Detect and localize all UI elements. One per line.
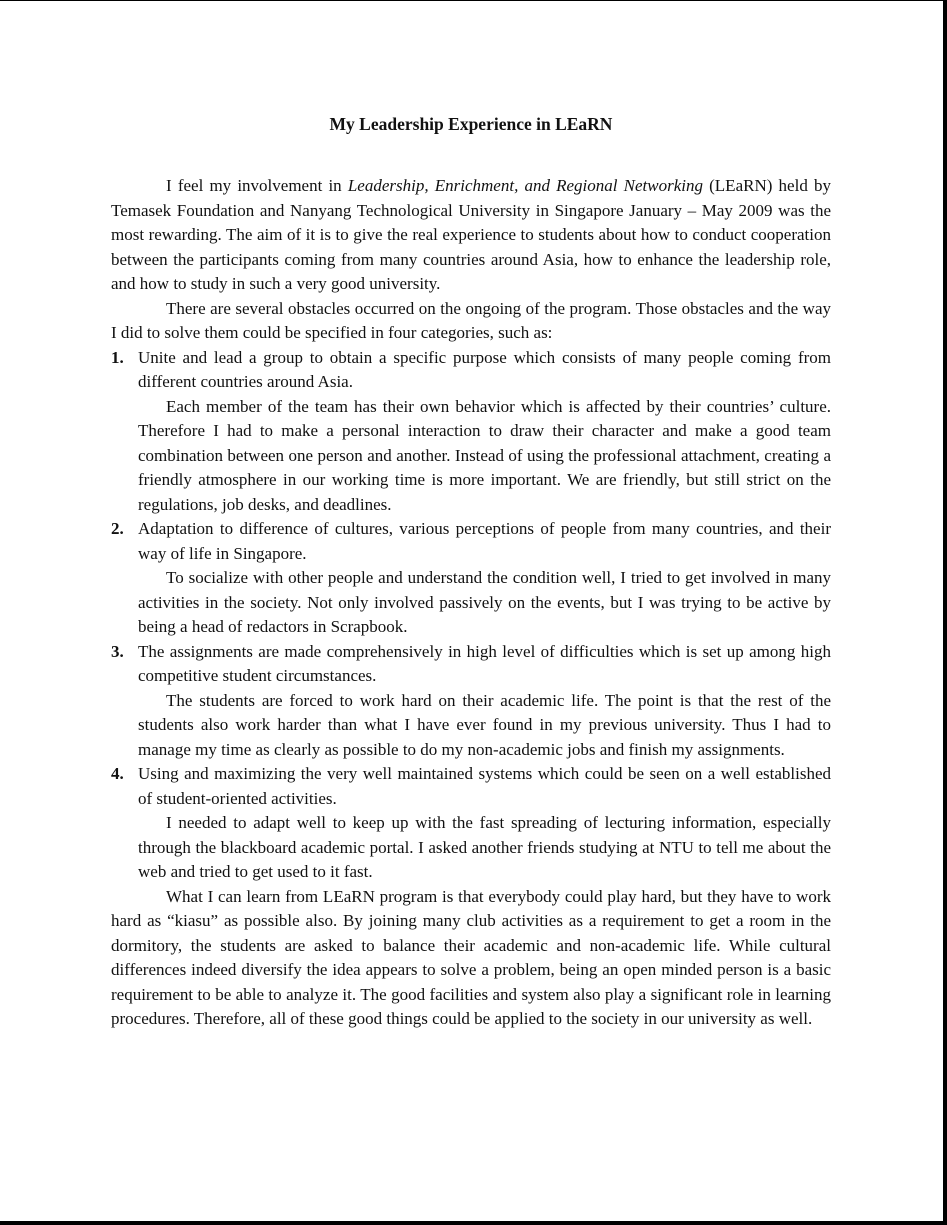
- list-item-body: The students are forced to work hard on their academic life. The point is that the rest of the students also work harder than what I have ever found in my previous university. Thus I had to manage my time as clearly as possible to do my non-academic jobs and finish my assignments.: [138, 690, 831, 759]
- list-item-heading: The assignments are made comprehensively in high level of difficulties which is set up among high competitive student circumstances.: [138, 641, 831, 685]
- list-item: [111, 762, 831, 885]
- list-item-body: To socialize with other people and understand the condition well, I tried to get involved in many activities in the society. Not only involved passively on the events, but I was trying to be active by being a head of redactors in Scrapbook.: [138, 568, 831, 636]
- list-item: [111, 346, 831, 518]
- list-item-number: 4.: [111, 764, 124, 783]
- list-item-heading: Adaptation to difference of cultures, various perceptions of people from many countries, and their way of life in Singapore.: [138, 519, 831, 563]
- document-body: [111, 111, 831, 1032]
- list-item: [111, 640, 831, 763]
- list-item-body: I needed to adapt well to keep up with the fast spreading of lecturing information, especially through the blackboard academic portal. I asked another friends studying at NTU to tell me about the web and tried to get used to it fast.: [138, 813, 831, 881]
- list-item-number: 1.: [111, 347, 124, 367]
- intro-paragraph: [111, 174, 831, 297]
- list-item-heading: Unite and lead a group to obtain a specific purpose which consists of many people coming from different countries around Asia.: [138, 347, 831, 391]
- obstacles-intro-paragraph: There are several obstacles occurred on the ongoing of the program. Those obstacles and the way I did to solve them could be specified in four categories, such as:: [111, 298, 831, 342]
- program-name-italic: Leadership, Enrichment, and Regional Networking: [347, 176, 703, 195]
- list-item-number: 3.: [111, 641, 124, 661]
- list-item-heading: Using and maximizing the very well maintained systems which could be seen on a well established of student-oriented activities.: [138, 764, 831, 808]
- conclusion-paragraph: What I can learn from LEaRN program is that everybody could play hard, but they have to work hard as “kiasu” as possible also. By joining many club activities as a requirement to get a room in the dormitory, the students are asked to balance their academic and non-academic life. While cultural differences indeed diversify the idea appears to solve a problem, being an open minded person is a basic requirement to be able to analyze it. The good facilities and system also play a significant role in learning procedures. Therefore, all of these good things could be applied to the society in our university as well.: [111, 886, 831, 1028]
- intro-text-end: (LEaRN) held by Temasek Foundation and Nanyang Technological University in Singapore January – May 2009 was the most rewarding. The aim of it is to give the real experience to students about how to conduct cooperation between the participants coming from many countries around Asia, how to enhance the leadership role, and how to study in such a very good university.: [111, 176, 831, 293]
- obstacle-categories-list: [111, 346, 831, 885]
- list-item: [111, 517, 831, 640]
- list-item-number: 2.: [111, 519, 124, 538]
- intro-text-start: I feel my involvement in: [166, 176, 348, 195]
- document-title: My Leadership Experience in LEaRN: [329, 114, 613, 134]
- list-item-body: Each member of the team has their own behavior which is affected by their countries’ culture. Therefore I had to make a personal interaction to draw their character and make a good team combination between one person and another. Instead of using the professional attachment, creating a friendly atmosphere in our working time is more important. We are friendly, but still strict on the regulations, job desks, and deadlines.: [138, 396, 831, 514]
